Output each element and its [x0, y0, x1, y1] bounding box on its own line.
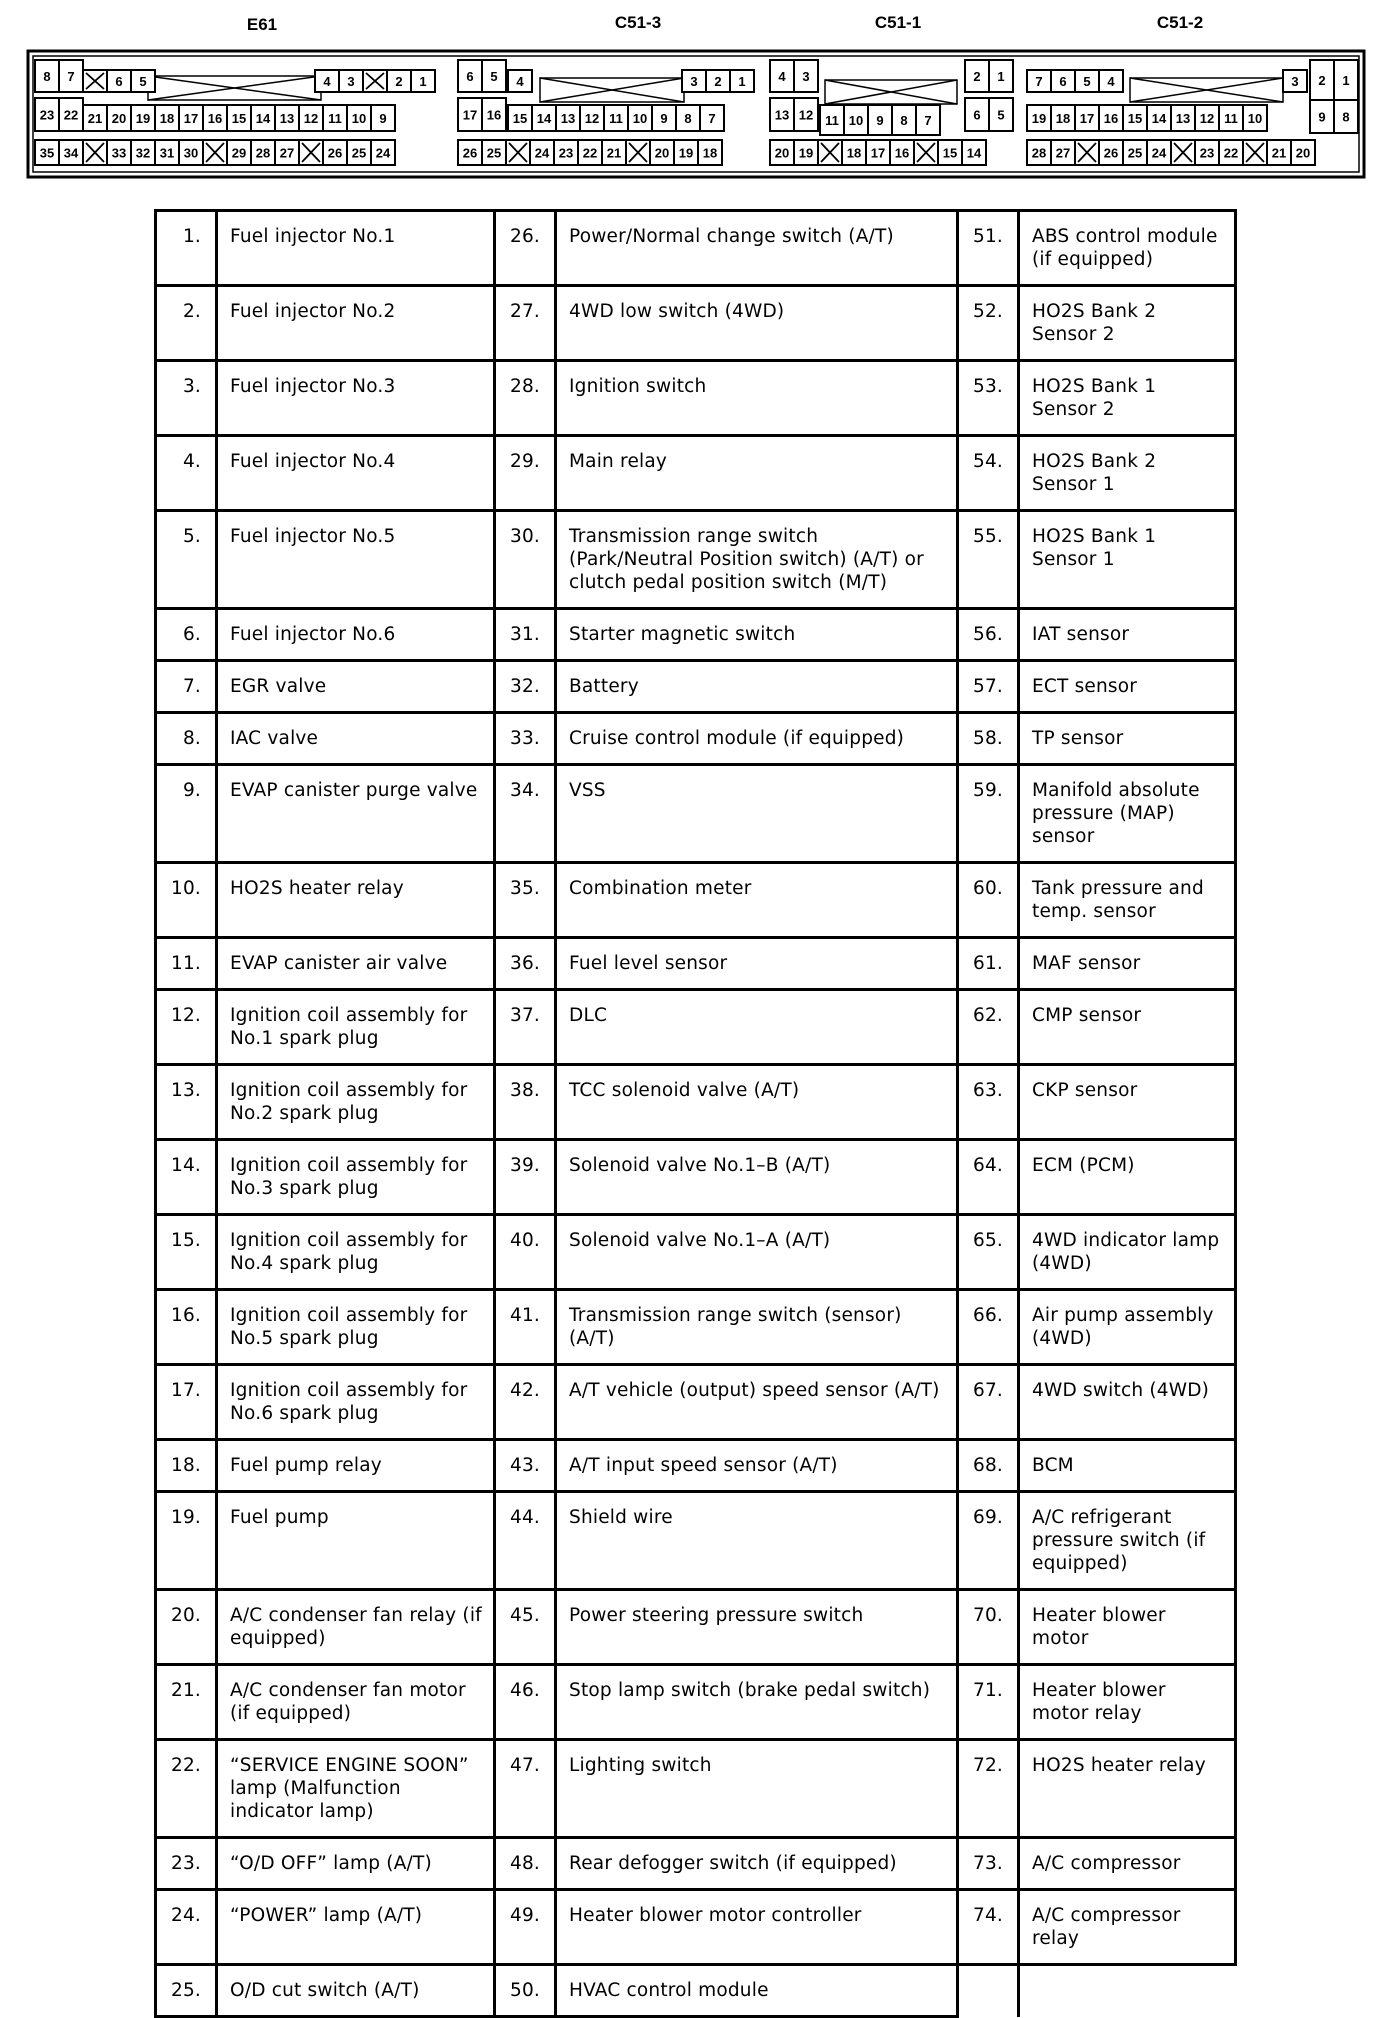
pin-number: 4 [1107, 74, 1115, 89]
pin-number: 18 [846, 145, 862, 161]
component-name: Ignition switch [556, 361, 958, 436]
component-number: 5. [156, 511, 217, 609]
pin-number: 17 [183, 111, 199, 126]
component-name: “O/D OFF” lamp (A/T) [217, 1838, 495, 1890]
table-row [156, 765, 1236, 863]
pin-number: 35 [39, 145, 55, 161]
pin-number: 32 [135, 145, 151, 161]
component-name: HO2S Bank 2 Sensor 2 [1019, 286, 1236, 361]
component-number: 50. [495, 1965, 556, 2017]
component-number: 39. [495, 1140, 556, 1215]
pin-number: 2 [714, 74, 722, 89]
pin-number: 12 [584, 111, 600, 126]
pin-number: 23 [39, 107, 55, 123]
table-row [156, 286, 1236, 361]
component-name: Transmission range switch (sensor) (A/T) [556, 1290, 958, 1365]
component-number: 1. [156, 211, 217, 286]
pin-number: 23 [558, 145, 574, 161]
component-name: Ignition coil assembly for No.2 spark plug [217, 1065, 495, 1140]
component-number: 69. [958, 1492, 1019, 1590]
pin-number: 7 [67, 69, 75, 84]
component-number: 26. [495, 211, 556, 286]
pin-number: 33 [111, 145, 127, 161]
pin-number: 8 [1342, 109, 1350, 125]
component-number: 7. [156, 661, 217, 713]
pin-number: 10 [1247, 111, 1263, 126]
component-number: 61. [958, 938, 1019, 990]
pin-number: 31 [159, 145, 175, 161]
pin-number: 6 [973, 107, 981, 123]
pin-number: 26 [327, 145, 343, 161]
component-number: 20. [156, 1590, 217, 1665]
pin-number: 17 [870, 145, 886, 161]
component-number: 35. [495, 863, 556, 938]
component-name: ABS control module (if equipped) [1019, 211, 1236, 286]
component-number: 52. [958, 286, 1019, 361]
component-name: Lighting switch [556, 1740, 958, 1838]
component-number: 24. [156, 1890, 217, 1965]
component-name: Fuel pump [217, 1492, 495, 1590]
component-name: Battery [556, 661, 958, 713]
component-number: 73. [958, 1838, 1019, 1890]
component-number: 12. [156, 990, 217, 1065]
table-row [156, 436, 1236, 511]
component-name: HO2S Bank 2 Sensor 1 [1019, 436, 1236, 511]
table-row [156, 713, 1236, 765]
component-number: 8. [156, 713, 217, 765]
pin-number: 34 [63, 145, 79, 161]
pin-number: 21 [606, 145, 622, 161]
component-name: Fuel level sensor [556, 938, 958, 990]
pin-number: 7 [708, 111, 716, 126]
pin-number: 29 [231, 145, 247, 161]
pin-number: 14 [966, 145, 982, 161]
component-number: 43. [495, 1440, 556, 1492]
component-number: 56. [958, 609, 1019, 661]
table-row [156, 211, 1236, 286]
component-number: 64. [958, 1140, 1019, 1215]
component-name: Heater blower motor relay [1019, 1665, 1236, 1740]
component-number: 45. [495, 1590, 556, 1665]
table-row [156, 990, 1236, 1065]
connector-labels [247, 13, 1203, 34]
component-number: 68. [958, 1440, 1019, 1492]
component-number: 28. [495, 361, 556, 436]
pin-number: 22 [63, 107, 79, 123]
component-name: Starter magnetic switch [556, 609, 958, 661]
component-number: 23. [156, 1838, 217, 1890]
pin-number: 15 [231, 111, 247, 126]
component-number: 72. [958, 1740, 1019, 1838]
pin-number: 28 [255, 145, 271, 161]
component-name: A/C refrigerant pressure switch (if equipped) [1019, 1492, 1236, 1590]
component-number: 55. [958, 511, 1019, 609]
component-number: 62. [958, 990, 1019, 1065]
pin-number: 13 [774, 107, 790, 123]
pin-number: 16 [207, 111, 223, 126]
component-name: Main relay [556, 436, 958, 511]
table-row [156, 511, 1236, 609]
component-number: 19. [156, 1492, 217, 1590]
component-name: EVAP canister air valve [217, 938, 495, 990]
pin-number: 26 [462, 145, 478, 161]
component-number: 6. [156, 609, 217, 661]
pin-number: 8 [43, 69, 51, 84]
empty-cell [958, 1965, 1019, 2017]
table-row [156, 1065, 1236, 1140]
component-number: 3. [156, 361, 217, 436]
table-row [156, 1492, 1236, 1590]
connector-label-c51-3: C51-3 [614, 13, 662, 32]
component-name: Power steering pressure switch [556, 1590, 958, 1665]
component-number: 54. [958, 436, 1019, 511]
component-name: A/C condenser fan motor (if equipped) [217, 1665, 495, 1740]
pin-number: 7 [924, 113, 932, 128]
pin-number: 20 [1295, 145, 1311, 161]
component-name: Shield wire [556, 1492, 958, 1590]
component-number: 16. [156, 1290, 217, 1365]
connector-diagram [0, 0, 1392, 190]
component-number: 21. [156, 1665, 217, 1740]
pin-number: 19 [678, 145, 694, 161]
pin-number: 18 [1055, 111, 1071, 126]
component-number: 47. [495, 1740, 556, 1838]
component-name: Solenoid valve No.1–B (A/T) [556, 1140, 958, 1215]
pin-number: 22 [1223, 145, 1239, 161]
component-name: 4WD low switch (4WD) [556, 286, 958, 361]
component-name: VSS [556, 765, 958, 863]
pin-number: 20 [111, 111, 127, 126]
pin-number: 15 [942, 145, 958, 161]
component-number: 37. [495, 990, 556, 1065]
component-number: 17. [156, 1365, 217, 1440]
component-name: Ignition coil assembly for No.1 spark plug [217, 990, 495, 1065]
component-number: 48. [495, 1838, 556, 1890]
table-row [156, 661, 1236, 713]
component-number: 38. [495, 1065, 556, 1140]
component-name: DLC [556, 990, 958, 1065]
pin-number: 16 [486, 107, 502, 123]
table-row [156, 1215, 1236, 1290]
component-name: Combination meter [556, 863, 958, 938]
component-name: CKP sensor [1019, 1065, 1236, 1140]
pin-number: 9 [876, 113, 884, 128]
pin-number: 9 [660, 111, 668, 126]
component-number: 51. [958, 211, 1019, 286]
component-name: “POWER” lamp (A/T) [217, 1890, 495, 1965]
pin-number: 13 [279, 111, 295, 126]
component-name: Ignition coil assembly for No.3 spark plug [217, 1140, 495, 1215]
component-number: 40. [495, 1215, 556, 1290]
component-number: 65. [958, 1215, 1019, 1290]
component-name: A/C compressor [1019, 1838, 1236, 1890]
pin-number: 15 [1127, 111, 1143, 126]
pin-number: 27 [1055, 145, 1071, 161]
connector-label-c51-1: C51-1 [874, 13, 922, 32]
component-name: ECT sensor [1019, 661, 1236, 713]
component-number: 2. [156, 286, 217, 361]
component-name: IAC valve [217, 713, 495, 765]
pin-number: 10 [632, 111, 648, 126]
component-name: EVAP canister purge valve [217, 765, 495, 863]
pin-number: 3 [690, 74, 698, 89]
component-number: 63. [958, 1065, 1019, 1140]
component-number: 59. [958, 765, 1019, 863]
component-number: 18. [156, 1440, 217, 1492]
pin-number: 16 [1103, 111, 1119, 126]
pin-number: 2 [1318, 73, 1326, 88]
component-name: HVAC control module [556, 1965, 958, 2017]
component-name: Fuel injector No.1 [217, 211, 495, 286]
component-number: 46. [495, 1665, 556, 1740]
pin-number: 27 [279, 145, 295, 161]
pin-number: 15 [512, 111, 528, 126]
pin-number: 25 [1127, 145, 1143, 161]
pin-number: 4 [323, 74, 331, 89]
component-name: Fuel pump relay [217, 1440, 495, 1492]
component-number: 9. [156, 765, 217, 863]
table-row [156, 1290, 1236, 1365]
component-name: Transmission range switch (Park/Neutral Position switch) (A/T) or clutch pedal position switch (M/T) [556, 511, 958, 609]
pin-number: 2 [973, 69, 981, 84]
component-name: Fuel injector No.2 [217, 286, 495, 361]
pin-number: 21 [87, 111, 103, 126]
empty-cell [1019, 1965, 1236, 2017]
component-number: 44. [495, 1492, 556, 1590]
pin-number: 1 [419, 74, 427, 89]
pin-number: 2 [395, 74, 403, 89]
component-name: Ignition coil assembly for No.4 spark plug [217, 1215, 495, 1290]
component-number: 74. [958, 1890, 1019, 1965]
table-row [156, 1665, 1236, 1740]
table-row [156, 1890, 1236, 1965]
component-number: 33. [495, 713, 556, 765]
component-number: 41. [495, 1290, 556, 1365]
component-number: 66. [958, 1290, 1019, 1365]
component-name: Heater blower motor [1019, 1590, 1236, 1665]
pin-number: 5 [1083, 74, 1091, 89]
component-name: Power/Normal change switch (A/T) [556, 211, 958, 286]
component-number: 13. [156, 1065, 217, 1140]
component-number: 29. [495, 436, 556, 511]
pin-number: 18 [702, 145, 718, 161]
component-name: O/D cut switch (A/T) [217, 1965, 495, 2017]
pin-number: 1 [738, 74, 746, 89]
component-number: 27. [495, 286, 556, 361]
pin-number: 26 [1103, 145, 1119, 161]
table-row [156, 1965, 1236, 2017]
component-name: Ignition coil assembly for No.5 spark plug [217, 1290, 495, 1365]
component-name: CMP sensor [1019, 990, 1236, 1065]
pin-number: 13 [560, 111, 576, 126]
component-name: TP sensor [1019, 713, 1236, 765]
pin-number: 18 [159, 111, 175, 126]
pin-number: 6 [466, 69, 474, 84]
component-number: 32. [495, 661, 556, 713]
component-number: 25. [156, 1965, 217, 2017]
component-name: HO2S heater relay [217, 863, 495, 938]
pin-number: 3 [1291, 74, 1299, 89]
component-name: ECM (PCM) [1019, 1140, 1236, 1215]
component-name: HO2S Bank 1 Sensor 2 [1019, 361, 1236, 436]
pin-number: 8 [900, 113, 908, 128]
connector-label-c51-2: C51-2 [1156, 13, 1204, 32]
connector-label-e61: E61 [246, 15, 278, 34]
component-name: A/T vehicle (output) speed sensor (A/T) [556, 1365, 958, 1440]
pin-number: 19 [1031, 111, 1047, 126]
pin-number: 12 [1199, 111, 1215, 126]
pin-number: 12 [798, 107, 814, 123]
component-number: 34. [495, 765, 556, 863]
pin-number: 8 [684, 111, 692, 126]
table-row [156, 1440, 1236, 1492]
pin-number: 5 [139, 74, 147, 89]
component-number: 10. [156, 863, 217, 938]
table-row [156, 1365, 1236, 1440]
component-number: 49. [495, 1890, 556, 1965]
component-number: 71. [958, 1665, 1019, 1740]
component-name: Heater blower motor controller [556, 1890, 958, 1965]
component-name: Fuel injector No.4 [217, 436, 495, 511]
pin-number: 1 [1342, 73, 1350, 88]
component-number: 42. [495, 1365, 556, 1440]
pin-number: 11 [1224, 111, 1238, 126]
table-body [156, 211, 1236, 2017]
component-number: 4. [156, 436, 217, 511]
component-name: MAF sensor [1019, 938, 1236, 990]
pin-number: 9 [379, 111, 387, 126]
component-name: Manifold absolute pressure (MAP) sensor [1019, 765, 1236, 863]
pin-number: 9 [1318, 109, 1326, 125]
pin-number: 24 [375, 145, 391, 161]
pin-number: 23 [1199, 145, 1215, 161]
pin-number: 19 [798, 145, 814, 161]
component-number: 36. [495, 938, 556, 990]
component-name: A/C condenser fan relay (if equipped) [217, 1590, 495, 1665]
pin-number: 14 [255, 111, 271, 126]
component-number: 60. [958, 863, 1019, 938]
connector-pins [35, 60, 1358, 165]
pin-number: 24 [534, 145, 550, 161]
component-name: HO2S Bank 1 Sensor 1 [1019, 511, 1236, 609]
pin-number: 20 [774, 145, 790, 161]
pin-number: 4 [778, 69, 786, 84]
pin-number: 25 [351, 145, 367, 161]
component-number: 31. [495, 609, 556, 661]
table-row [156, 938, 1236, 990]
component-name: Tank pressure and temp. sensor [1019, 863, 1236, 938]
pin-number: 5 [997, 107, 1005, 123]
pin-number: 11 [825, 113, 839, 128]
pin-number: 17 [462, 107, 478, 123]
component-name: Ignition coil assembly for No.6 spark plug [217, 1365, 495, 1440]
pin-number: 14 [536, 111, 552, 126]
component-name: Fuel injector No.5 [217, 511, 495, 609]
component-name: Rear defogger switch (if equipped) [556, 1838, 958, 1890]
table-row [156, 1140, 1236, 1215]
component-name: HO2S heater relay [1019, 1740, 1236, 1838]
pin-number: 11 [328, 111, 342, 126]
pin-number: 20 [654, 145, 670, 161]
component-name: Stop lamp switch (brake pedal switch) [556, 1665, 958, 1740]
pin-number: 21 [1271, 145, 1287, 161]
pin-number: 6 [115, 74, 123, 89]
table-row [156, 361, 1236, 436]
component-name: Fuel injector No.6 [217, 609, 495, 661]
component-name: IAT sensor [1019, 609, 1236, 661]
pin-number: 10 [351, 111, 367, 126]
component-name: Cruise control module (if equipped) [556, 713, 958, 765]
component-name: BCM [1019, 1440, 1236, 1492]
component-name: A/C compressor relay [1019, 1890, 1236, 1965]
table-row [156, 1838, 1236, 1890]
pin-number: 24 [1151, 145, 1167, 161]
component-name: Solenoid valve No.1–A (A/T) [556, 1215, 958, 1290]
pin-number: 16 [894, 145, 910, 161]
pin-number: 10 [848, 113, 864, 128]
component-table [154, 209, 1237, 2018]
component-number: 14. [156, 1140, 217, 1215]
component-number: 67. [958, 1365, 1019, 1440]
component-number: 70. [958, 1590, 1019, 1665]
component-name: 4WD indicator lamp (4WD) [1019, 1215, 1236, 1290]
component-name: 4WD switch (4WD) [1019, 1365, 1236, 1440]
table-row [156, 1590, 1236, 1665]
table-row [156, 1740, 1236, 1838]
pin-number: 6 [1059, 74, 1067, 89]
component-name: Air pump assembly (4WD) [1019, 1290, 1236, 1365]
component-number: 22. [156, 1740, 217, 1838]
pin-number: 14 [1151, 111, 1167, 126]
pin-number: 4 [516, 74, 524, 89]
table-row [156, 863, 1236, 938]
pin-number: 19 [135, 111, 151, 126]
component-number: 15. [156, 1215, 217, 1290]
pin-number: 5 [490, 69, 498, 84]
pin-number: 11 [609, 111, 623, 126]
pin-number: 13 [1175, 111, 1191, 126]
pin-number: 22 [582, 145, 598, 161]
pin-number: 30 [183, 145, 199, 161]
pin-number: 1 [997, 69, 1005, 84]
pin-number: 3 [802, 69, 810, 84]
component-name: EGR valve [217, 661, 495, 713]
pin-number: 25 [486, 145, 502, 161]
component-number: 57. [958, 661, 1019, 713]
pin-number: 28 [1031, 145, 1047, 161]
component-number: 30. [495, 511, 556, 609]
component-number: 58. [958, 713, 1019, 765]
component-number: 11. [156, 938, 217, 990]
pin-number: 3 [347, 74, 355, 89]
pin-number: 7 [1035, 74, 1043, 89]
pin-number: 12 [303, 111, 319, 126]
component-name: “SERVICE ENGINE SOON” lamp (Malfunction indicator lamp) [217, 1740, 495, 1838]
component-name: Fuel injector No.3 [217, 361, 495, 436]
table-row [156, 609, 1236, 661]
component-number: 53. [958, 361, 1019, 436]
pin-number: 17 [1079, 111, 1095, 126]
component-name: A/T input speed sensor (A/T) [556, 1440, 958, 1492]
component-name: TCC solenoid valve (A/T) [556, 1065, 958, 1140]
